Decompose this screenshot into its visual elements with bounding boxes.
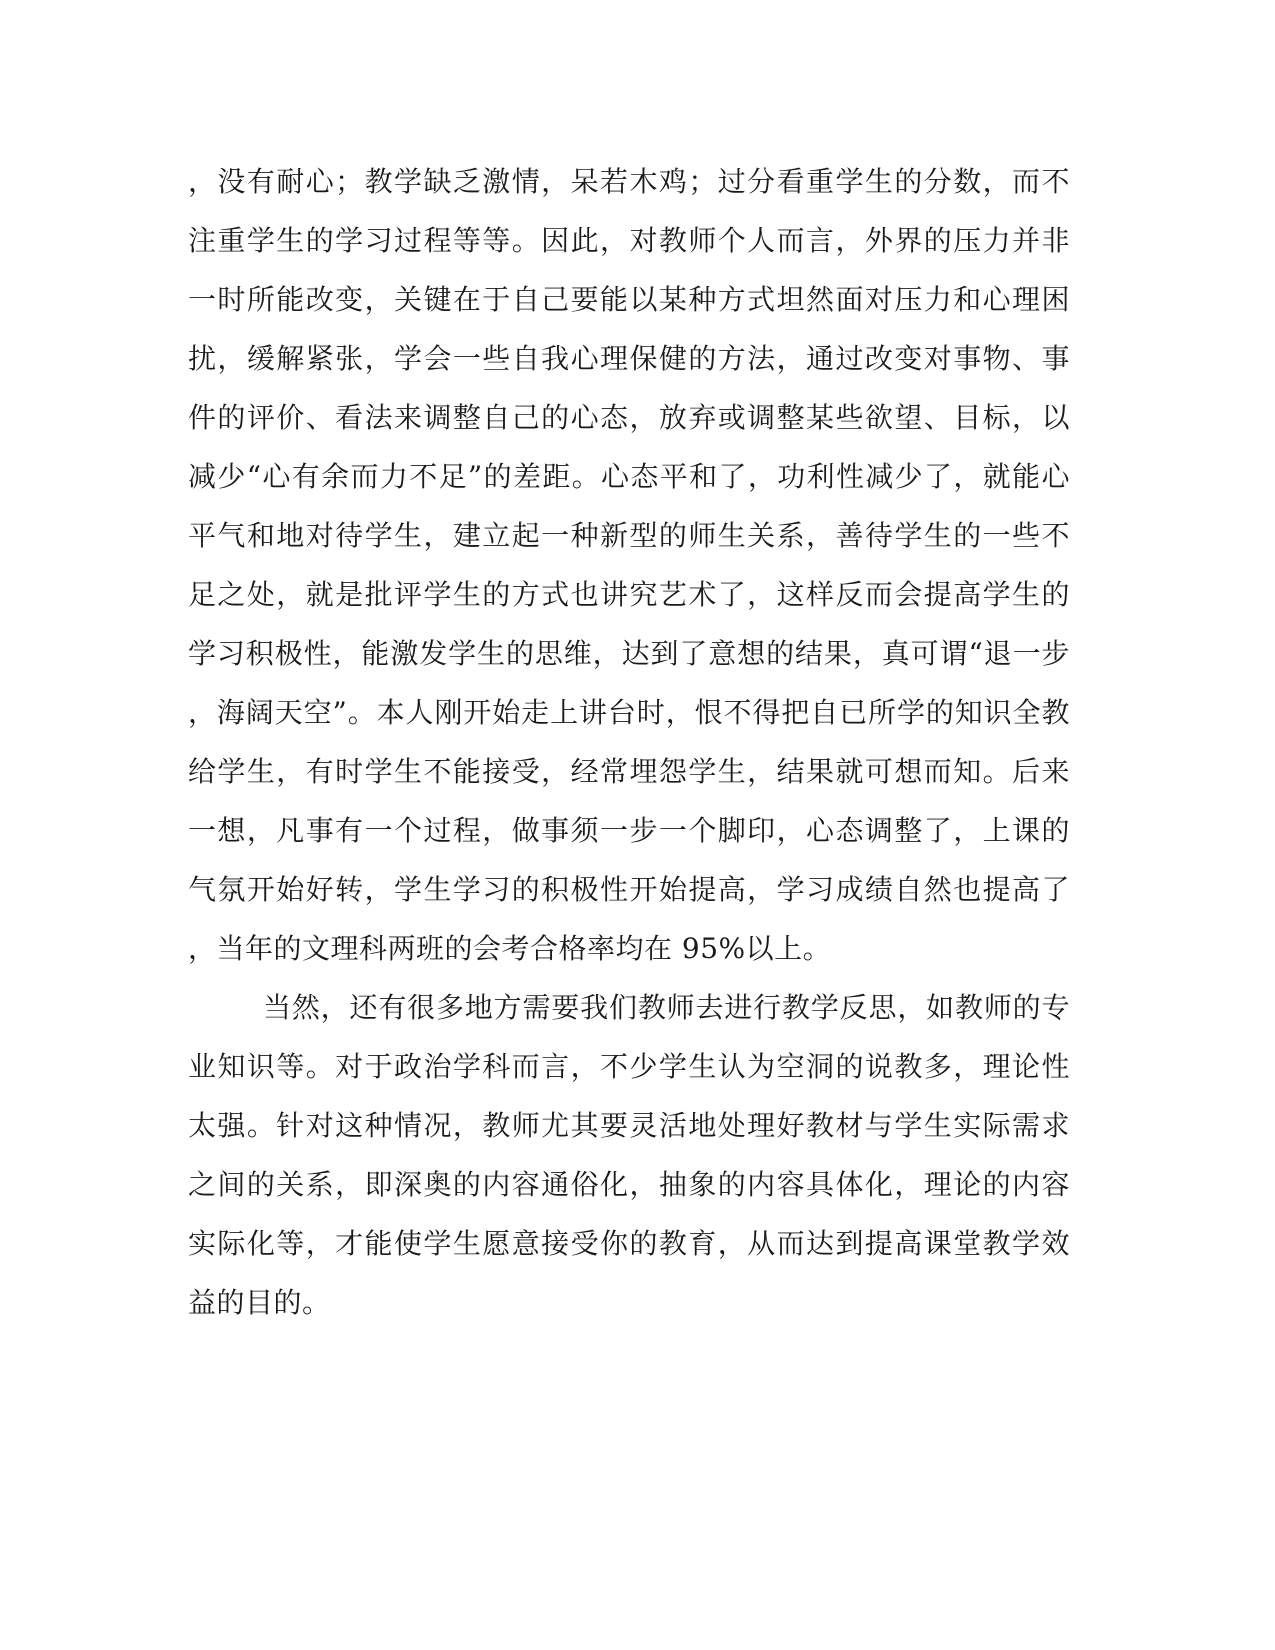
paragraph-1-line-13: 气氛开始好转，学生学习的积极性开始提高，学习成绩自然也提高了 — [188, 873, 1070, 906]
paragraph-1-line-6: 减少“心有余而力不足”的差距。心态平和了，功利性减少了，就能心 — [188, 460, 1070, 493]
paragraph-1-line-2: 注重学生的学习过程等等。因此，对教师个人而言，外界的压力并非 — [188, 224, 1070, 257]
paragraph-1-line-1: ，没有耐心；教学缺乏激情，呆若木鸡；过分看重学生的分数，而不 — [188, 165, 1070, 198]
paragraph-2-line-2: 业知识等。对于政治学科而言，不少学生认为空洞的说教多，理论性 — [188, 1050, 1070, 1083]
paragraph-1-line-7: 平气和地对待学生，建立起一种新型的师生关系，善待学生的一些不 — [188, 519, 1070, 552]
paragraph-2-line-1: 当然，还有很多地方需要我们教师去进行教学反思，如教师的专 — [263, 991, 1070, 1024]
paragraph-1-line-9: 学习积极性，能激发学生的思维，达到了意想的结果，真可谓“退一步 — [188, 637, 1070, 670]
paragraph-2-line-6: 益的目的。 — [188, 1286, 331, 1319]
paragraph-1-line-3: 一时所能改变，关键在于自己要能以某种方式坦然面对压力和心理困 — [188, 283, 1070, 316]
paragraph-1-line-10: ，海阔天空”。本人刚开始走上讲台时，恨不得把自已所学的知识全教 — [188, 696, 1070, 729]
paragraph-2-line-5: 实际化等，才能使学生愿意接受你的教育，从而达到提高课堂教学效 — [188, 1227, 1070, 1260]
paragraph-1-line-12: 一想，凡事有一个过程，做事须一步一个脚印，心态调整了，上课的 — [188, 814, 1070, 847]
paragraph-1-line-11: 给学生，有时学生不能接受，经常埋怨学生，结果就可想而知。后来 — [188, 755, 1070, 788]
paragraph-2-line-3: 太强。针对这种情况，教师尤其要灵活地处理好教材与学生实际需求 — [188, 1109, 1070, 1142]
paragraph-2-line-4: 之间的关系，即深奥的内容通俗化，抽象的内容具体化，理论的内容 — [188, 1168, 1070, 1201]
paragraph-1-line-8: 足之处，就是批评学生的方式也讲究艺术了，这样反而会提高学生的 — [188, 578, 1070, 611]
paragraph-1-line-4: 扰，缓解紧张，学会一些自我心理保健的方法，通过改变对事物、事 — [188, 342, 1070, 375]
paragraph-1-line-5: 件的评价、看法来调整自己的心态，放弃或调整某些欲望、目标，以 — [188, 401, 1070, 434]
paragraph-1-line-14: ，当年的文理科两班的会考合格率均在 95%以上。 — [188, 932, 832, 965]
